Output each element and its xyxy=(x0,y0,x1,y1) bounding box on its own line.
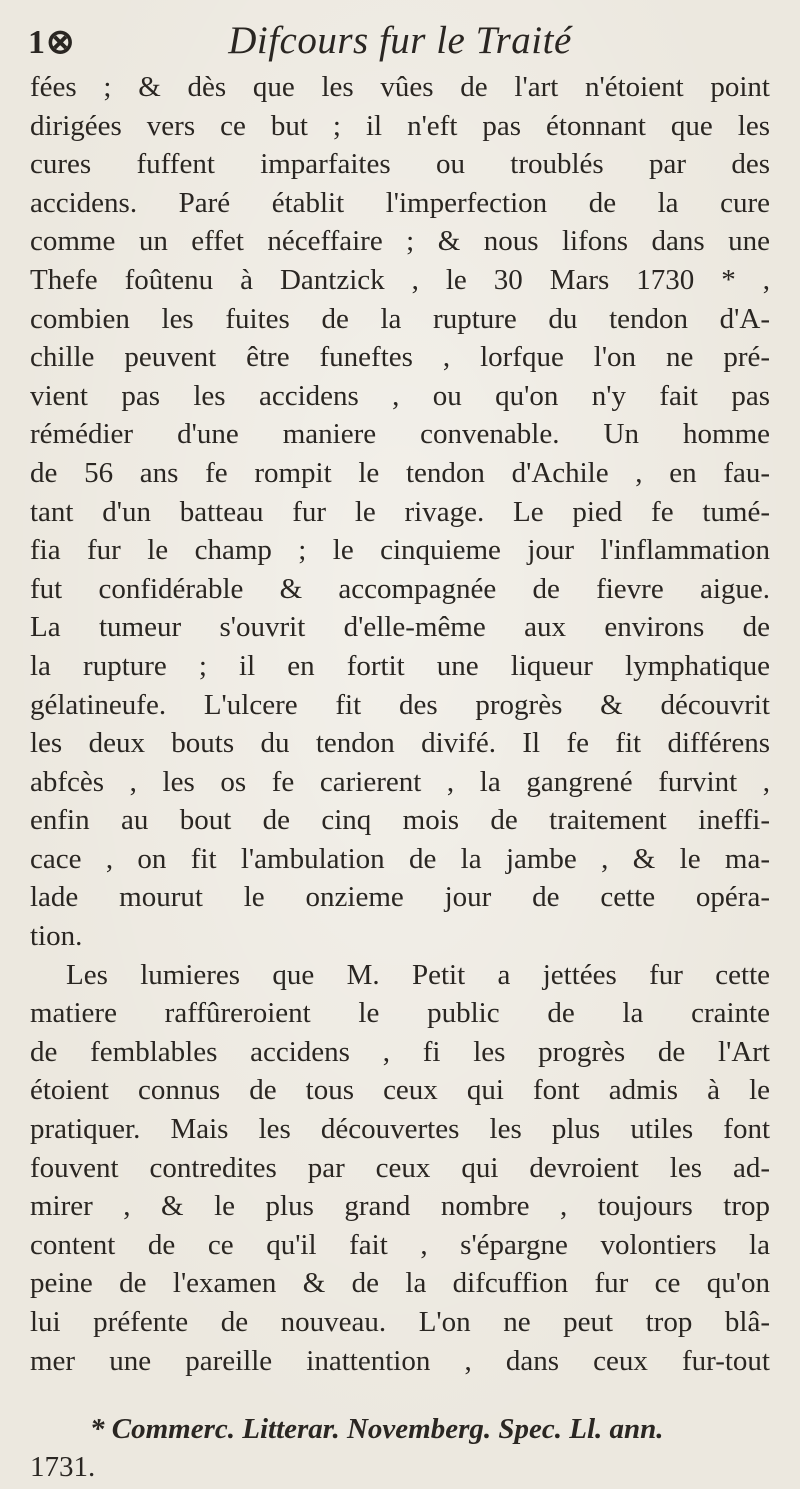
text-line: cace , on fit l'ambulation de la jambe , & le ma- xyxy=(30,842,770,875)
text-line: peine de l'examen & de la difcuffion fur ce qu'on xyxy=(30,1267,770,1300)
text-line: lade mourut le onzieme jour de cette opéra- xyxy=(30,881,770,914)
text-line: la rupture ; il en fortit une liqueur lymphatique xyxy=(30,649,770,682)
text-line: chille peuvent être funeftes , lorfque l'on ne pré- xyxy=(30,341,770,374)
text-line: accidens. Paré établit l'imperfection de la cure xyxy=(30,186,770,219)
text-line: de femblables accidens , fi les progrès de l'Art xyxy=(30,1035,770,1068)
footnote xyxy=(30,1410,770,1486)
text-line: mirer , & le plus grand nombre , toujours trop xyxy=(30,1190,770,1223)
text-line: content de ce qu'il fait , s'épargne volontiers la xyxy=(30,1228,770,1261)
page-header xyxy=(28,10,772,66)
text-line: Thefe foûtenu à Dantzick , le 30 Mars 1730 * , xyxy=(30,263,770,296)
running-title: Difcours fur le Traité xyxy=(228,19,572,62)
text-line: abfcès , les os fe carierent , la gangrené furvint , xyxy=(30,765,770,798)
text-line: mer une pareille inattention , dans ceux fur-tout xyxy=(30,1344,770,1377)
text-line: de 56 ans fe rompit le tendon d'Achile , en fau- xyxy=(30,456,770,489)
text-line: fouvent contredites par ceux qui devroient les ad- xyxy=(30,1151,770,1184)
text-line: fées ; & dès que les vûes de l'art n'étoient point xyxy=(30,71,770,103)
page-number: 1⊗ xyxy=(28,24,76,61)
footnote-citation: * Commerc. Litterar. Novemberg. Spec. Ll. ann. xyxy=(90,1413,664,1445)
text-line: cures fuffent imparfaites ou troublés par des xyxy=(30,148,770,181)
text-line: vient pas les accidens , ou qu'on n'y fait pas xyxy=(30,379,770,412)
text-line: enfin au bout de cinq mois de traitement ineffi- xyxy=(30,804,770,837)
text-line: étoient connus de tous ceux qui font admis à le xyxy=(30,1074,770,1107)
text-line: tion. xyxy=(30,920,83,953)
text-line: les deux bouts du tendon divifé. Il fe fit différens xyxy=(30,727,770,760)
text-line: combien les fuites de la rupture du tendon d'A- xyxy=(30,302,770,335)
text-line: comme un effet néceffaire ; & nous lifons dans une xyxy=(30,225,770,258)
text-line: fia fur le champ ; le cinquieme jour l'inflammation xyxy=(30,534,770,567)
body-text xyxy=(30,68,770,1380)
text-line: tant d'un batteau fur le rivage. Le pied fe tumé- xyxy=(30,495,770,528)
text-line: Les lumieres que M. Petit a jettées fur cette xyxy=(66,958,770,991)
footnote-year: 1731. xyxy=(30,1451,96,1483)
text-line: lui préfente de nouveau. L'on ne peut trop blâ- xyxy=(30,1306,770,1338)
text-line: rémédier d'une maniere convenable. Un homme xyxy=(30,418,770,451)
text-line: dirigées vers ce but ; il n'eft pas étonnant que les xyxy=(30,109,770,142)
text-line: fut confidérable & accompagnée de fievre aigue. xyxy=(30,572,770,605)
text-line: matiere raffûreroient le public de la crainte xyxy=(30,997,770,1030)
text-line: La tumeur s'ouvrit d'elle-même aux environs de xyxy=(30,611,770,644)
text-line: pratiquer. Mais les découvertes les plus utiles font xyxy=(30,1113,770,1146)
text-line: gélatineufe. L'ulcere fit des progrès & découvrit xyxy=(30,688,770,721)
